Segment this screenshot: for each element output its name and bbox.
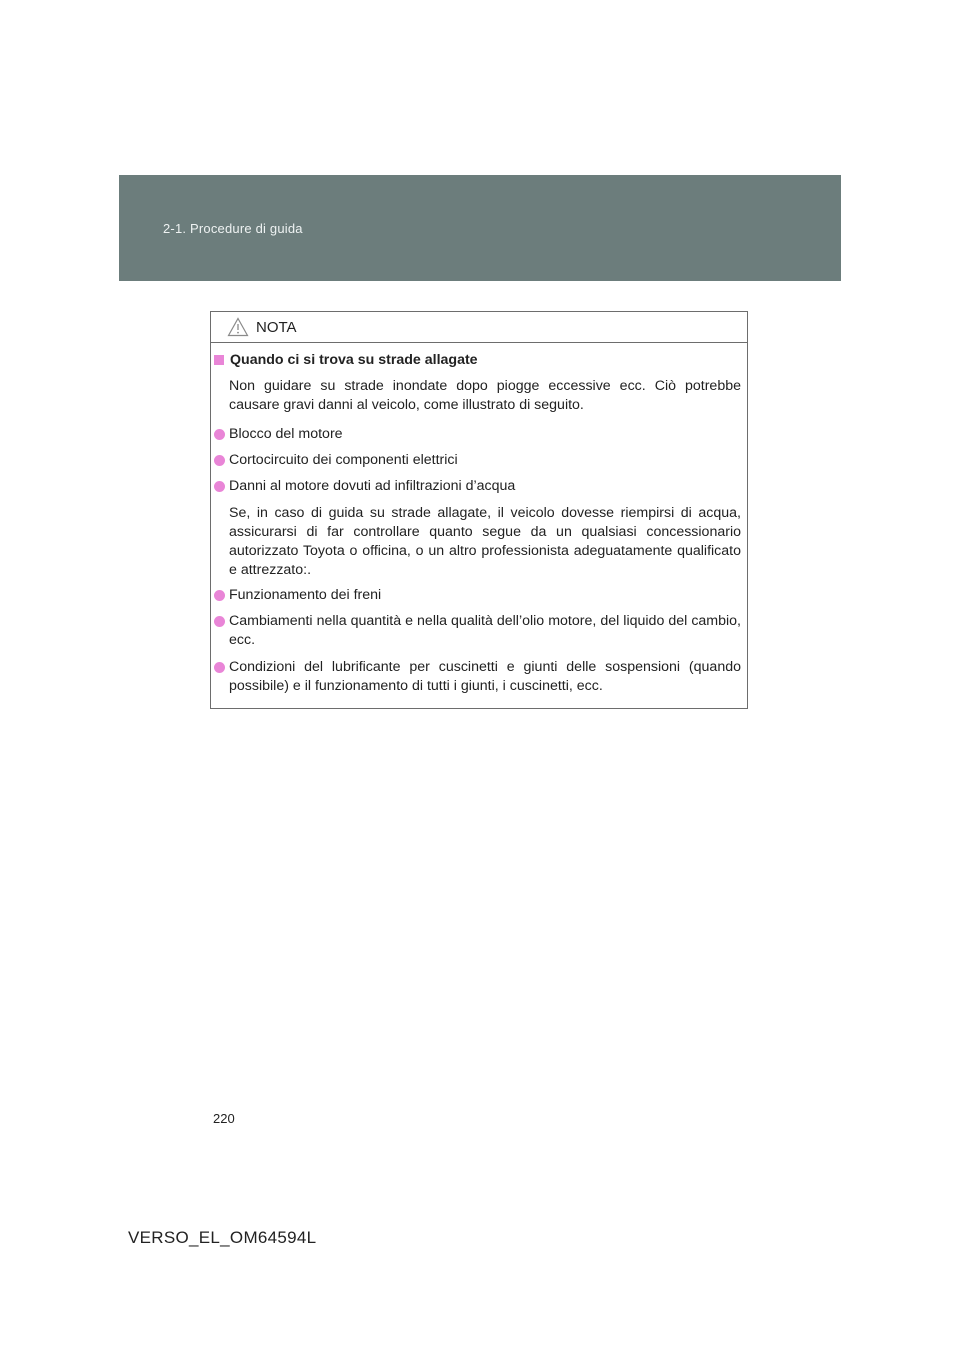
list-item [214,658,741,696]
bullet-dot-icon [214,616,225,627]
bullet-dot-icon [214,590,225,601]
list-item [214,425,741,444]
subheading-text: Quando ci si trova su strade allagate [230,352,478,368]
bullet-dot-icon [214,455,225,466]
list-item-text: Condizioni del lubrificante per cuscinetti e giunti delle sospensioni (quando possibile) e il funzionamento di tutti i giunti, i cuscinetti, ecc. [229,659,741,694]
document-code: VERSO_EL_OM64594L [128,1228,317,1247]
list-item [214,586,741,605]
intro-paragraph: Non guidare su strade inondate dopo piogge eccessive ecc. Ciò potrebbe causare gravi danni al veicolo, come illustrato di seguito. [229,378,741,413]
list-item-text: Danni al motore dovuti ad infiltrazioni d’acqua [229,478,516,494]
notice-body [211,343,747,708]
notice-box [210,311,748,709]
notice-subheading [214,352,741,368]
list-item-text: Cortocircuito dei componenti elettrici [229,452,458,468]
notice-header [211,312,747,343]
bullet-dot-icon [214,481,225,492]
section-header-band [119,175,841,281]
bullet-dot-icon [214,662,225,673]
section-title: 2-1. Procedure di guida [163,221,303,236]
square-bullet-icon [214,355,224,365]
list-item [214,612,741,650]
list-item-text: Cambiamenti nella quantità e nella qualità dell’olio motore, del liquido del cambio, ecc. [229,613,741,648]
page-number: 220 [213,1111,235,1126]
list-item [214,451,741,470]
warning-triangle-icon [227,317,249,337]
list-item-text: Blocco del motore [229,426,343,442]
list-item-text: Funzionamento dei freni [229,587,382,603]
bullet-dot-icon [214,429,225,440]
check-paragraph: Se, in caso di guida su strade allagate, il veicolo dovesse riempirsi di acqua, assicurarsi di far controllare quanto segue da un qualsiasi concessionario autorizzato Toyota o officina, o un altro professionista adeguatamente qualificato e attrezzato:. [229,505,741,578]
notice-label: NOTA [256,319,297,336]
list-item [214,477,741,496]
